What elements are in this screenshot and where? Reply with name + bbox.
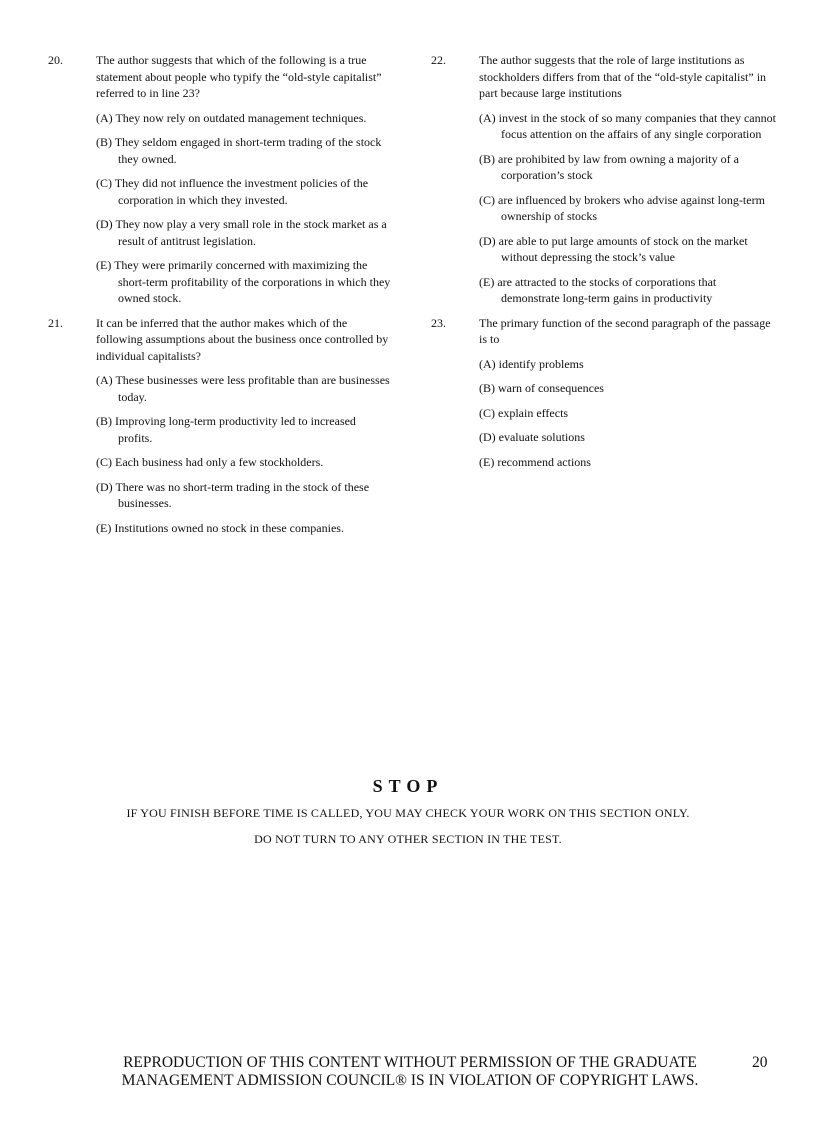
question-stem: It can be inferred that the author makes which of the following assumptions about the business once controlled by individual capitalists? xyxy=(96,315,389,363)
answer-choice-e[interactable]: (E) recommend actions xyxy=(479,454,591,469)
copyright-notice xyxy=(100,1054,720,1090)
answer-choice-d[interactable]: (D) are able to put large amounts of stock on the market without depressing the stock’s value xyxy=(479,233,748,264)
answer-choice-a[interactable]: (A) These businesses were less profitable than are businesses today. xyxy=(96,373,390,404)
copyright-line-1: REPRODUCTION OF THIS CONTENT WITHOUT PERMISSION OF THE GRADUATE xyxy=(123,1054,697,1071)
answer-choice-b[interactable]: (B) warn of consequences xyxy=(479,381,604,395)
copyright-line-2: MANAGEMENT ADMISSION COUNCIL® IS IN VIOLATION OF COPYRIGHT LAWS. xyxy=(121,1072,699,1089)
question-stem: The author suggests that the role of large institutions as stockholders differs from that of the “old-style capitalist” in part because large institutions xyxy=(479,53,767,100)
question-stem: The author suggests that which of the following is a true statement about people who typify the “old-style capitalist” referred to in line 23? xyxy=(96,53,382,100)
answer-choice-d[interactable]: (D) There was no short-term trading in the stock of these businesses. xyxy=(96,479,370,510)
question-number: 22. xyxy=(431,53,446,67)
answer-choice-c[interactable]: (C) Each business had only a few stockholders. xyxy=(96,455,324,469)
answer-choice-b[interactable]: (B) are prohibited by law from owning a majority of a corporation’s stock xyxy=(479,151,739,182)
stop-instruction-2: DO NOT TURN TO ANY OTHER SECTION IN THE TEST. xyxy=(254,832,562,846)
page-number: 20 xyxy=(752,1054,768,1071)
question-number: 20. xyxy=(48,53,63,67)
left-column xyxy=(48,52,393,544)
answer-choice-c[interactable]: (C) explain effects xyxy=(479,405,569,420)
stop-heading: STOP xyxy=(372,776,444,796)
question-20 xyxy=(48,52,393,307)
answer-choice-e[interactable]: (E) They were primarily concerned with maximizing the short-term profitability of the corporations in which they owned stock. xyxy=(96,258,391,305)
question-number: 23. xyxy=(431,315,446,330)
answer-choice-a[interactable]: (A) invest in the stock of so many companies that they cannot focus attention on the affairs of any single corporation xyxy=(479,110,776,141)
answer-choice-d[interactable]: (D) They now play a very small role in the stock market as a result of antitrust legislation. xyxy=(96,217,387,248)
stop-instruction-1: IF YOU FINISH BEFORE TIME IS CALLED, YOU MAY CHECK YOUR WORK ON THIS SECTION ONLY. xyxy=(126,806,690,820)
question-23 xyxy=(431,315,776,471)
answer-choice-a[interactable]: (A) They now rely on outdated management techniques. xyxy=(96,110,367,125)
question-number: 21. xyxy=(48,315,63,330)
answer-choice-a[interactable]: (A) identify problems xyxy=(479,356,584,371)
question-22 xyxy=(431,52,776,307)
answer-choice-d[interactable]: (D) evaluate solutions xyxy=(479,430,585,444)
answer-choice-c[interactable]: (C) They did not influence the investment policies of the corporation in which they invested. xyxy=(96,176,369,207)
question-21 xyxy=(48,315,393,537)
right-column xyxy=(431,52,776,478)
answer-choice-e[interactable]: (E) Institutions owned no stock in these companies. xyxy=(96,520,344,535)
answer-choice-b[interactable]: (B) They seldom engaged in short-term trading of the stock they owned. xyxy=(96,135,382,166)
answer-choice-e[interactable]: (E) are attracted to the stocks of corporations that demonstrate long-term gains in productivity xyxy=(479,274,717,305)
answer-choice-b[interactable]: (B) Improving long-term productivity led to increased profits. xyxy=(96,414,356,445)
question-stem: The primary function of the second paragraph of the passage is to xyxy=(479,315,771,346)
answer-choice-c[interactable]: (C) are influenced by brokers who advise against long-term ownership of stocks xyxy=(479,192,765,223)
